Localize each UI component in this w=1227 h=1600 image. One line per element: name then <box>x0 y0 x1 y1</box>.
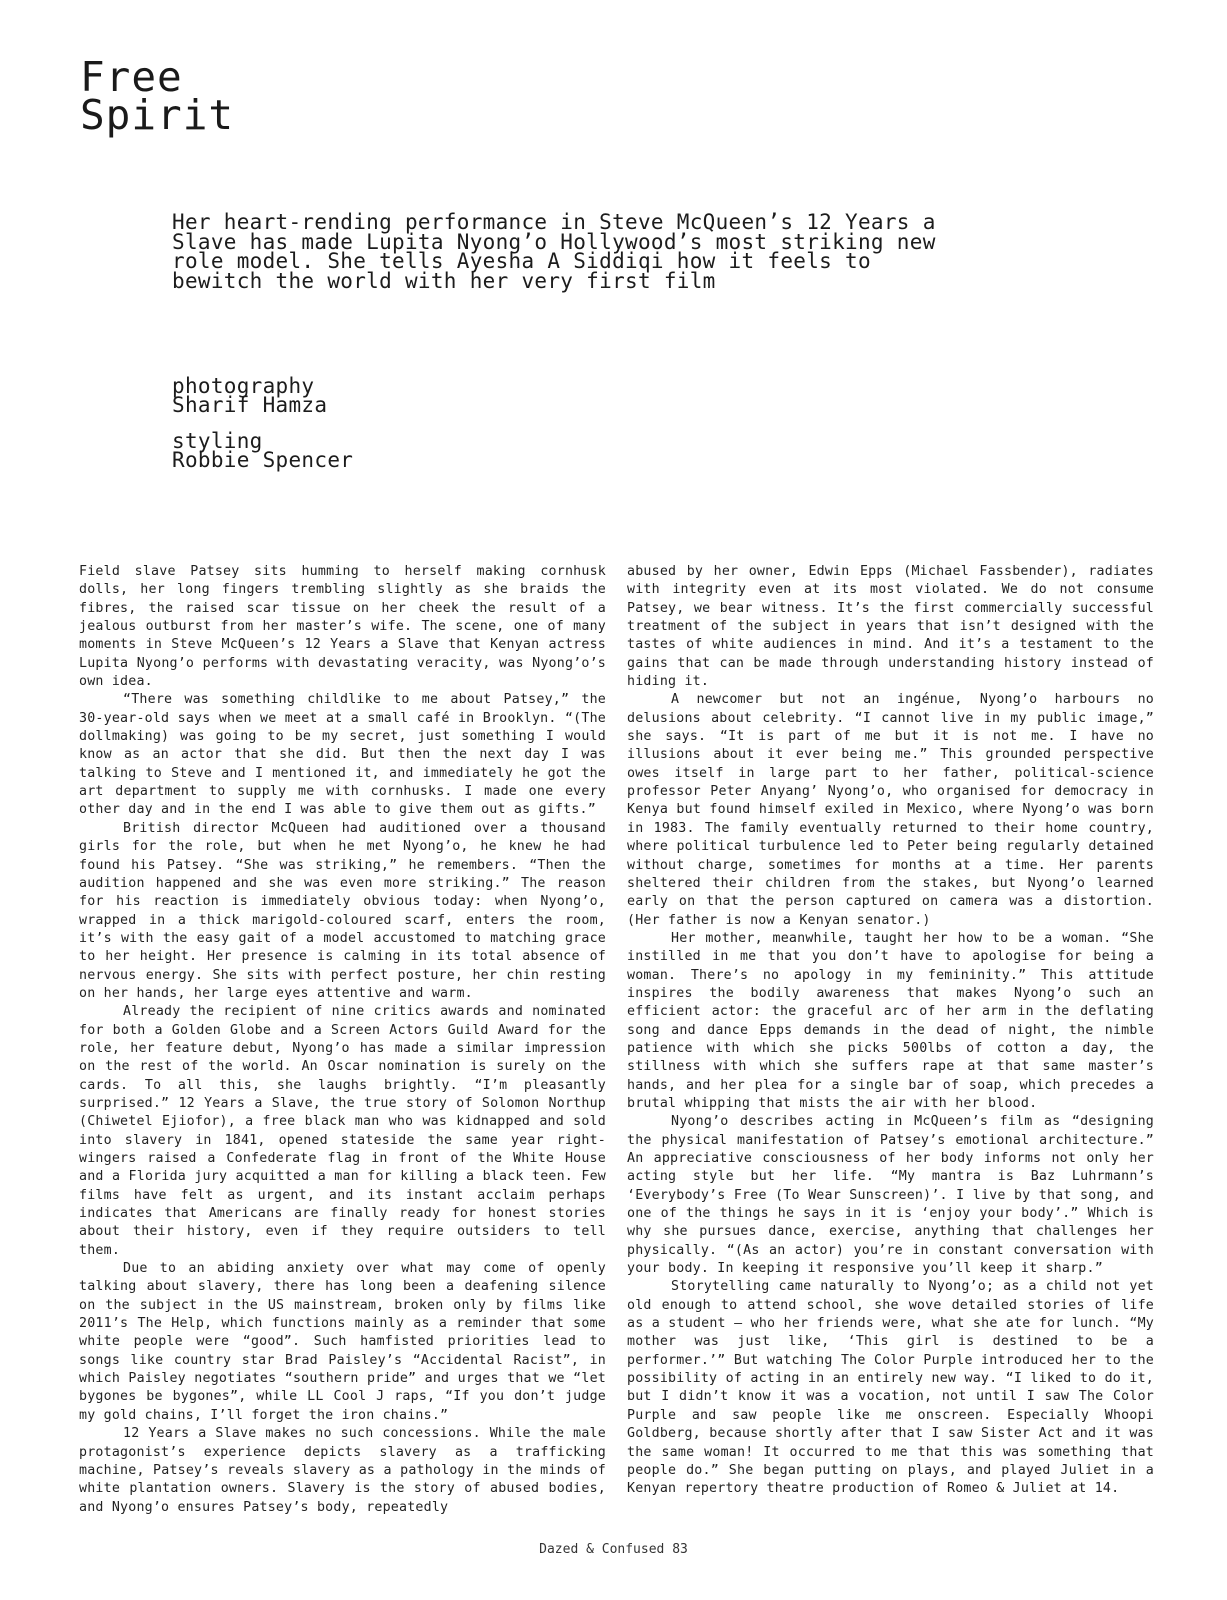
credit-name: Robbie Spencer <box>172 448 354 472</box>
credit-name: Sharif Hamza <box>172 393 328 417</box>
body-paragraph: A newcomer but not an ingénue, Nyong’o harbours no delusions about celebrity. “I cannot live in my public image,” she says. “It is part of me but it is not me. I have no illusions about it ever being me.” This grounded perspective owes itself in large part to her father, political-science professor Peter Anyang’ Nyong’o, who organised for democracy in Kenya but found himself exiled in Mexico, where Nyong’o was born in 1983. The family eventually returned to their home country, where political turbulence led to Peter being regularly detained without charge, sometimes for months at a time. Her parents sheltered their children from the stakes, but Nyong’o learned early on that the person captured on camera was a distortion. (Her father is now a Kenyan senator.) <box>627 692 1154 928</box>
article-title <box>80 53 235 139</box>
photography-credit <box>172 374 328 417</box>
body-paragraph: Already the recipient of nine critics awards and nominated for both a Golden Globe and a Screen Actors Guild Award for the role, her feature debut, Nyong’o has made a similar impression on the rest of the world. An Oscar nomination is surely on the cards. To all this, she laughs brightly. “I’m pleasantly surprised.” 12 Years a Slave, the true story of Solomon Northup (Chiwetel Ejiofor), a free black man who was kidnapped and sold into slavery in 1841, opened stateside the same year right-wingers raised a Confederate flag in front of the White House and a Florida jury acquitted a man for killing a black teen. Few films have felt as urgent, and its instant acclaim perhaps indicates that Americans are finally ready for honest stories about their history, even if they require outsiders to tell them. <box>79 1004 606 1258</box>
page-folio: Dazed & Confused 83 <box>539 1542 688 1557</box>
body-paragraph: Her mother, meanwhile, taught her how to be a woman. “She instilled in me that you don’t have to apologise for being a woman. There’s no apology in my femininity.” This attitude inspires the bodily awareness that makes Nyong’o such an efficient actor: the graceful arc of her arm in the deflating song and dance Epps demands in the dead of night, the nimble patience with which she picks 500lbs of cotton a day, the stillness with which she suffers rape at that same master’s hands, and her plea for a single bar of soap, which precedes a brutal whipping that mists the air with her blood. <box>627 930 1154 1111</box>
body-paragraph: Nyong’o describes acting in McQueen’s film as “designing the physical manifestation of Patsey’s emotional architecture.” An appreciative consciousness of her body informs not only her acting style but her life. “My mantra is Baz Luhrmann’s ‘Everybody’s Free (To Wear Sunscreen)’. I live by that song, and one of the things he says in it is ‘enjoy your body’.” Which is why she pursues dance, exercise, anything that challenges her physically. “(As an actor) you’re in constant conversation with your body. In keeping it responsive you’ll keep it sharp.” <box>627 1114 1154 1277</box>
body-paragraph: Due to an abiding anxiety over what may come of openly talking about slavery, there has long been a deafening silence on the subject in the US mainstream, broken only by films like 2011’s The Help, which functions mainly as a reminder that some white people were “good”. Such hamfisted priorities lead to songs like country star Brad Paisley’s “Accidental Racist”, in which Paisley negotiates “southern pride” and urges that we “let bygones be bygones”, while LL Cool J raps, “If you don’t judge my gold chains, I’ll forget the iron chains.” <box>79 1261 606 1423</box>
standfirst: Her heart-rending performance in Steve McQueen’s 12 Years a Slave has made Lupita Nyong’o Hollywood’s most striking new role model. She tells Ayesha A Siddiqi how it feels to bewitch the world with her very first film <box>172 210 936 293</box>
styling-credit <box>172 429 354 472</box>
body-column-right <box>627 563 1154 1499</box>
body-paragraph: Storytelling came naturally to Nyong’o; as a child not yet old enough to attend school, she wove detailed stories of life as a student – who her friends were, what she ate for lunch. “My mother was just like, ‘This girl is destined to be a performer.’” But watching The Color Purple introduced her to the possibility of acting in an entirely new way. “I liked to do it, but I didn’t know it was a vocation, not until I saw The Color Purple and saw people like me onscreen. Especially Whoopi Goldberg, because shortly after that I saw Sister Act and it was the same woman! It occurred to me that this was something that people do.” She began putting on plays, and played Juliet in a Kenyan repertory theatre production of Romeo & Juliet at 14. <box>627 1279 1154 1497</box>
title-line-2: Spirit <box>80 91 235 139</box>
body-paragraph: 12 Years a Slave makes no such concessions. While the male protagonist’s experience depicts slavery as a trafficking machine, Patsey’s reveals slavery as a pathology in the minds of white plantation owners. Slavery is the story of abused bodies, and Nyong’o ensures Patsey’s body, repeatedly <box>79 1426 606 1515</box>
body-paragraph: Field slave Patsey sits humming to herself making cornhusk dolls, her long fingers trembling slightly as she braids the fibres, the raised scar tissue on her cheek the result of a jealous outburst from her master’s wife. The scene, one of many moments in Steve McQueen’s 12 Years a Slave that Kenyan actress Lupita Nyong’o performs with devastating veracity, was Nyong’o’s own idea. <box>79 564 606 690</box>
body-paragraph: “There was something childlike to me about Patsey,” the 30-year-old says when we meet at a small café in Brooklyn. “(The dollmaking) was going to be my secret, just something I would know as an actor that she did. But then the next day I was talking to Steve and I mentioned it, and immediately he got the art department to supply me with cornhusks. I made one every other day and in the end I was able to give them out as gifts.” <box>79 692 606 818</box>
title-line-1: Free <box>80 53 183 101</box>
body-paragraph: abused by her owner, Edwin Epps (Michael Fassbender), radiates with integrity even at its most violated. We do not consume Patsey, we bear witness. It’s the first commercially successful treatment of the subject in years that isn’t designed with the tastes of white audiences in mind. And it’s a testament to the gains that can be made through understanding history instead of hiding it. <box>627 564 1154 690</box>
credit-role: photography <box>172 374 315 398</box>
credit-role: styling <box>172 429 263 453</box>
body-column-left <box>79 563 606 1517</box>
body-paragraph: British director McQueen had auditioned over a thousand girls for the role, but when he met Nyong’o, he knew he had found his Patsey. “She was striking,” he remembers. “Then the audition happened and she was even more striking.” The reason for his reaction is immediately obvious today: when Nyong’o, wrapped in a thick marigold-coloured scarf, enters the room, it’s with the easy gait of a model accustomed to matching grace to her height. Her presence is calming in its total absence of nervous energy. She sits with perfect posture, her chin resting on her hands, her large eyes attentive and warm. <box>79 820 606 1001</box>
